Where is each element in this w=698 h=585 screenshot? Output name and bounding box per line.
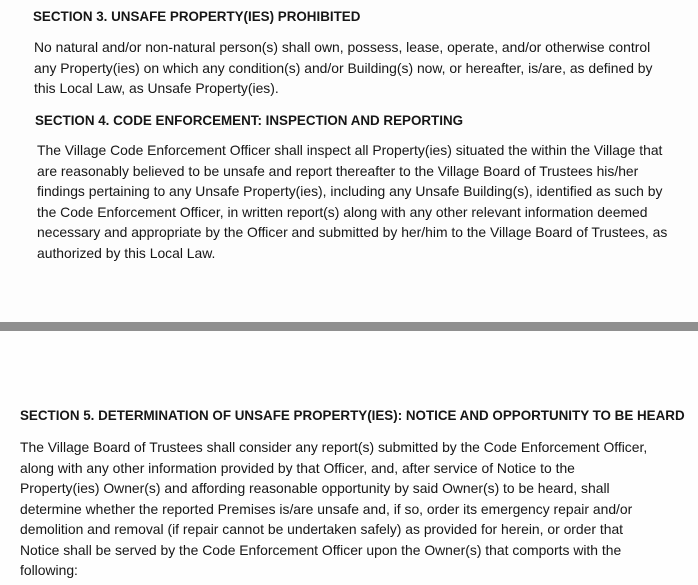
section-5-line: following:	[20, 562, 78, 578]
section-4-line: necessary and appropriate by the Officer and submitted by her/him to the Village Board of Trustees, as	[37, 224, 668, 240]
section-4-line: findings pertaining to any Unsafe Property(ies), including any Unsafe Building(s), identified as such by	[37, 183, 663, 199]
page-divider	[0, 322, 698, 331]
section-4-line: authorized by this Local Law.	[37, 244, 216, 261]
section-4-line: the Code Enforcement Officer, in written report(s) along with any other relevant information deemed	[37, 203, 648, 220]
section-4-line: are reasonably believed to be unsafe and report thereafter to the Village Board of Trustees his/her	[37, 162, 639, 179]
section-3-line: No natural and/or non-natural person(s) shall own, possess, lease, operate, and/or otherwise control	[34, 39, 651, 55]
section-5-line: demolition and removal (if repair cannot be undertaken safely) as provided for herein, or order that	[20, 521, 624, 537]
section-3-line: any Property(ies) on which any condition(s) and/or Building(s) now, or hereafter, is/are, as defined by	[34, 59, 653, 76]
section-5-line: The Village Board of Trustees shall consider any report(s) submitted by the Code Enforcement Officer,	[20, 439, 648, 455]
section-3-line: this Local Law, as Unsafe Property(ies).	[34, 80, 279, 96]
section-5-heading: SECTION 5. DETERMINATION OF UNSAFE PROPERTY(IES): NOTICE AND OPPORTUNITY TO BE HEARD	[20, 408, 685, 423]
section-5-line: Property(ies) Owner(s) and affording reasonable opportunity by said Owner(s) to be heard, shall	[20, 480, 610, 496]
section-4-line: The Village Code Enforcement Officer shall inspect all Property(ies) situated the within the Village that	[37, 142, 663, 158]
section-3-body	[34, 37, 652, 99]
section-5-line: Notice shall be served by the Code Enforcement Officer upon the Owner(s) that comports with the	[20, 541, 622, 558]
section-5-line: along with any other information provided by that Officer, and, after service of Notice to the	[20, 459, 575, 476]
section-4-heading: SECTION 4. CODE ENFORCEMENT: INSPECTION AND REPORTING	[35, 113, 464, 128]
section-4-body	[37, 140, 667, 263]
section-3-heading: SECTION 3. UNSAFE PROPERTY(IES) PROHIBITED	[33, 9, 361, 24]
section-5-line: determine whether the reported Premises is/are unsafe and, if so, order its emergency repair and/or	[20, 500, 633, 517]
section-5-body	[20, 437, 647, 581]
